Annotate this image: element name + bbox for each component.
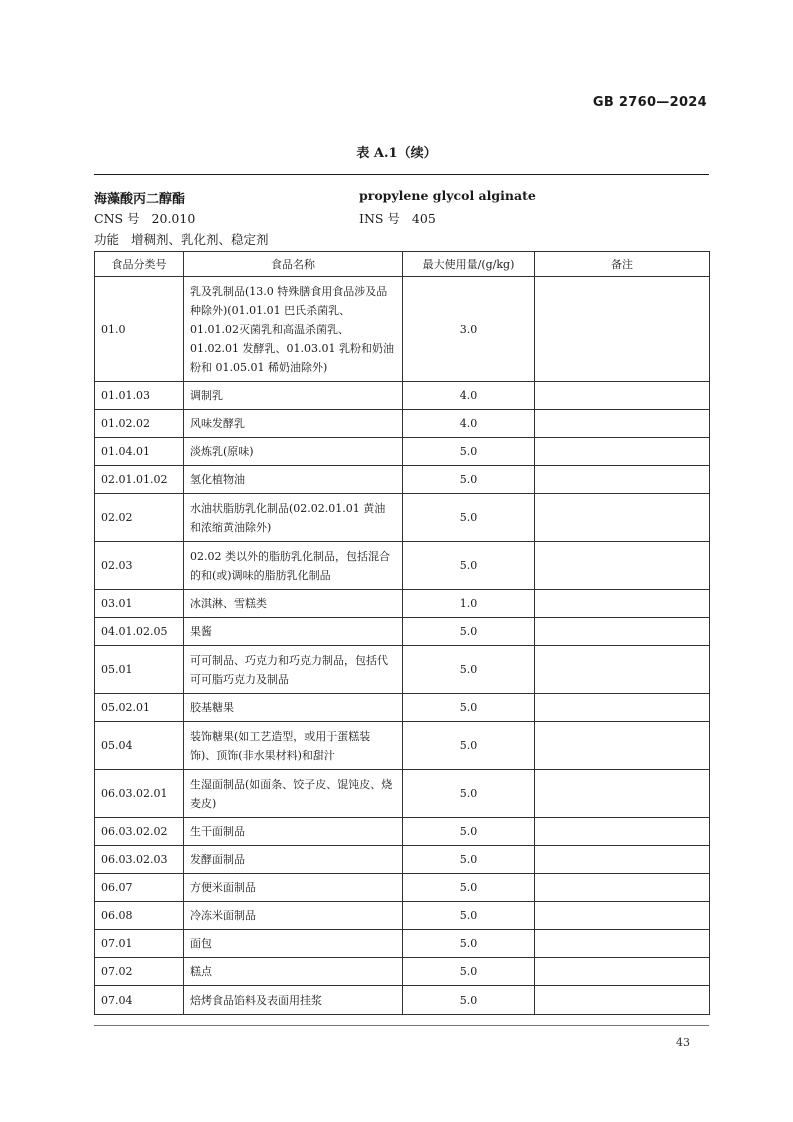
max-usage-cell: 1.0 — [403, 590, 535, 618]
max-usage-cell: 4.0 — [403, 382, 535, 410]
cns-label: CNS 号 — [94, 211, 140, 226]
note-cell — [535, 618, 710, 646]
table-row — [95, 722, 710, 770]
max-usage-cell: 5.0 — [403, 958, 535, 986]
table-row — [95, 438, 710, 466]
table-header-row — [95, 252, 710, 277]
food-code-cell: 04.01.02.05 — [95, 618, 184, 646]
food-code-cell: 06.07 — [95, 874, 184, 902]
table-row — [95, 277, 710, 382]
note-cell — [535, 494, 710, 542]
footer-rule — [94, 1025, 709, 1026]
table-row — [95, 494, 710, 542]
note-cell — [535, 958, 710, 986]
header-food-code: 食品分类号 — [95, 252, 184, 277]
food-code-cell: 06.03.02.03 — [95, 846, 184, 874]
table-row — [95, 590, 710, 618]
max-usage-cell: 5.0 — [403, 722, 535, 770]
function-line — [94, 230, 269, 248]
note-cell — [535, 646, 710, 694]
food-code-cell: 01.01.03 — [95, 382, 184, 410]
food-code-cell: 07.01 — [95, 930, 184, 958]
food-name-cell: 生湿面制品(如面条、饺子皮、馄饨皮、烧麦皮) — [184, 770, 403, 818]
food-name-cell: 生干面制品 — [184, 818, 403, 846]
cns-value: 20.010 — [151, 211, 196, 226]
note-cell — [535, 382, 710, 410]
max-usage-cell: 5.0 — [403, 694, 535, 722]
note-cell — [535, 986, 710, 1015]
food-name-cell: 发酵面制品 — [184, 846, 403, 874]
food-name-cell: 面包 — [184, 930, 403, 958]
table-row — [95, 986, 710, 1015]
table-row — [95, 930, 710, 958]
function-label: 功能 — [94, 232, 120, 247]
max-usage-cell: 5.0 — [403, 542, 535, 590]
food-code-cell: 02.02 — [95, 494, 184, 542]
max-usage-cell: 5.0 — [403, 986, 535, 1015]
food-code-cell: 05.01 — [95, 646, 184, 694]
note-cell — [535, 770, 710, 818]
max-usage-cell: 5.0 — [403, 494, 535, 542]
ins-value: 405 — [411, 211, 436, 226]
food-name-cell: 冰淇淋、雪糕类 — [184, 590, 403, 618]
food-code-cell: 01.02.02 — [95, 410, 184, 438]
note-cell — [535, 542, 710, 590]
food-code-cell: 07.04 — [95, 986, 184, 1015]
standard-code: GB 2760—2024 — [592, 95, 707, 110]
note-cell — [535, 410, 710, 438]
food-name-cell: 水油状脂肪乳化制品(02.02.01.01 黄油和浓缩黄油除外) — [184, 494, 403, 542]
additive-name-cn: 海藻酸丙二醇酯 — [94, 192, 186, 207]
food-name-cell: 装饰糖果(如工艺造型，或用于蛋糕装饰)、顶饰(非水果材料)和甜汁 — [184, 722, 403, 770]
table-row — [95, 410, 710, 438]
ins-label: INS 号 — [359, 211, 400, 226]
max-usage-cell: 5.0 — [403, 438, 535, 466]
food-name-cell: 可可制品、巧克力和巧克力制品，包括代可可脂巧克力及制品 — [184, 646, 403, 694]
max-usage-cell: 3.0 — [403, 277, 535, 382]
page-number: 43 — [676, 1036, 690, 1049]
note-cell — [535, 466, 710, 494]
table-row — [95, 694, 710, 722]
table-row — [95, 902, 710, 930]
food-code-cell: 07.02 — [95, 958, 184, 986]
note-cell — [535, 277, 710, 382]
food-code-cell: 06.03.02.01 — [95, 770, 184, 818]
note-cell — [535, 590, 710, 618]
food-code-cell: 06.08 — [95, 902, 184, 930]
food-name-cell: 02.02 类以外的脂肪乳化制品，包括混合的和(或)调味的脂肪乳化制品 — [184, 542, 403, 590]
cns-number — [94, 209, 195, 227]
note-cell — [535, 874, 710, 902]
header-food-name: 食品名称 — [184, 252, 403, 277]
max-usage-cell: 5.0 — [403, 818, 535, 846]
note-cell — [535, 722, 710, 770]
note-cell — [535, 694, 710, 722]
food-name-cell: 焙烤食品馅料及表面用挂浆 — [184, 986, 403, 1015]
note-cell — [535, 438, 710, 466]
food-name-cell: 氢化植物油 — [184, 466, 403, 494]
max-usage-cell: 5.0 — [403, 930, 535, 958]
food-code-cell: 01.04.01 — [95, 438, 184, 466]
table-row — [95, 958, 710, 986]
food-name-cell: 风味发酵乳 — [184, 410, 403, 438]
food-name-cell: 调制乳 — [184, 382, 403, 410]
food-code-cell: 06.03.02.02 — [95, 818, 184, 846]
table-row — [95, 542, 710, 590]
table-row — [95, 874, 710, 902]
food-code-cell: 02.01.01.02 — [95, 466, 184, 494]
note-cell — [535, 818, 710, 846]
table-row — [95, 382, 710, 410]
max-usage-cell: 5.0 — [403, 646, 535, 694]
header-note: 备注 — [535, 252, 710, 277]
max-usage-cell: 5.0 — [403, 846, 535, 874]
food-name-cell: 果酱 — [184, 618, 403, 646]
table-title: 表 A.1（续） — [356, 146, 437, 161]
ins-number — [359, 209, 436, 227]
max-usage-cell: 4.0 — [403, 410, 535, 438]
food-name-cell: 淡炼乳(原味) — [184, 438, 403, 466]
food-name-cell: 糕点 — [184, 958, 403, 986]
food-name-cell: 乳及乳制品(13.0 特殊膳食用食品涉及品种除外)(01.01.01 巴氏杀菌乳、01.01.02灭菌乳和高温杀菌乳、01.02.01 发酵乳、01.03.01 乳粉和奶油粉和 01.05.01 稀奶油除外) — [184, 277, 403, 382]
table-row — [95, 846, 710, 874]
food-name-cell: 冷冻米面制品 — [184, 902, 403, 930]
table-row — [95, 466, 710, 494]
food-code-cell: 03.01 — [95, 590, 184, 618]
food-name-cell: 胶基糖果 — [184, 694, 403, 722]
table-row — [95, 770, 710, 818]
max-usage-cell: 5.0 — [403, 770, 535, 818]
max-usage-cell: 5.0 — [403, 466, 535, 494]
header-max-usage: 最大使用量/(g/kg) — [403, 252, 535, 277]
max-usage-cell: 5.0 — [403, 902, 535, 930]
additive-name-en: propylene glycol alginate — [359, 188, 536, 203]
note-cell — [535, 930, 710, 958]
food-code-cell: 02.03 — [95, 542, 184, 590]
function-value: 增稠剂、乳化剂、稳定剂 — [131, 232, 269, 247]
usage-table — [94, 251, 710, 1015]
top-rule — [94, 174, 709, 175]
note-cell — [535, 846, 710, 874]
table-row — [95, 618, 710, 646]
table-row — [95, 818, 710, 846]
food-code-cell: 05.04 — [95, 722, 184, 770]
food-code-cell: 01.0 — [95, 277, 184, 382]
note-cell — [535, 902, 710, 930]
food-name-cell: 方便米面制品 — [184, 874, 403, 902]
table-row — [95, 646, 710, 694]
max-usage-cell: 5.0 — [403, 618, 535, 646]
food-code-cell: 05.02.01 — [95, 694, 184, 722]
max-usage-cell: 5.0 — [403, 874, 535, 902]
